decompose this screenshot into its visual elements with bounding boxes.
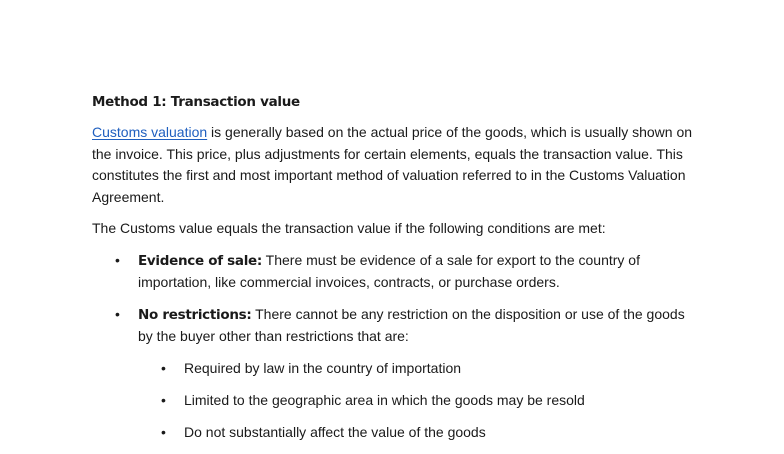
bullet-icon: • xyxy=(161,391,166,408)
bullet-icon: • xyxy=(115,251,120,268)
condition-term: No restrictions: xyxy=(138,306,252,323)
restrictions-sublist xyxy=(92,358,702,444)
list-item-no-restrictions xyxy=(92,304,702,444)
bullet-icon: • xyxy=(161,359,166,376)
condition-text: There must be evidence of a sale for export to the country of importation, like commercial invoices, contracts, or purchase orders. xyxy=(138,251,640,290)
bullet-icon: • xyxy=(161,423,166,440)
bullet-icon: • xyxy=(115,305,120,322)
intro-paragraph xyxy=(92,122,702,208)
intro-text: is generally based on the actual price of the goods, which is usually shown on the invoice. This price, plus adjustments for certain elements, equals the transaction value. This constitutes the first and most important method of valuation referred to in the Customs Valuation Agreement. xyxy=(92,124,693,205)
sublist-item-text: Required by law in the country of importation xyxy=(184,359,462,376)
sublist-item xyxy=(92,358,702,380)
sublist-item xyxy=(92,390,702,412)
sublist-item-text: Limited to the geographic area in which the goods may be resold xyxy=(184,391,585,408)
condition-term: Evidence of sale: xyxy=(138,252,263,269)
conditions-list xyxy=(92,250,702,444)
list-item-evidence-of-sale xyxy=(92,250,702,294)
sublist-item xyxy=(92,422,702,444)
document-body xyxy=(92,92,702,454)
conditions-intro: The Customs value equals the transaction value if the following conditions are met: xyxy=(92,220,606,236)
customs-valuation-link[interactable]: Customs valuation xyxy=(92,124,208,140)
condition-text: There cannot be any restriction on the disposition or use of the goods by the buyer other than restrictions that are: xyxy=(138,305,685,344)
section-heading: Method 1: Transaction value xyxy=(92,94,300,110)
sublist-item-text: Do not substantially affect the value of the goods xyxy=(184,423,486,440)
